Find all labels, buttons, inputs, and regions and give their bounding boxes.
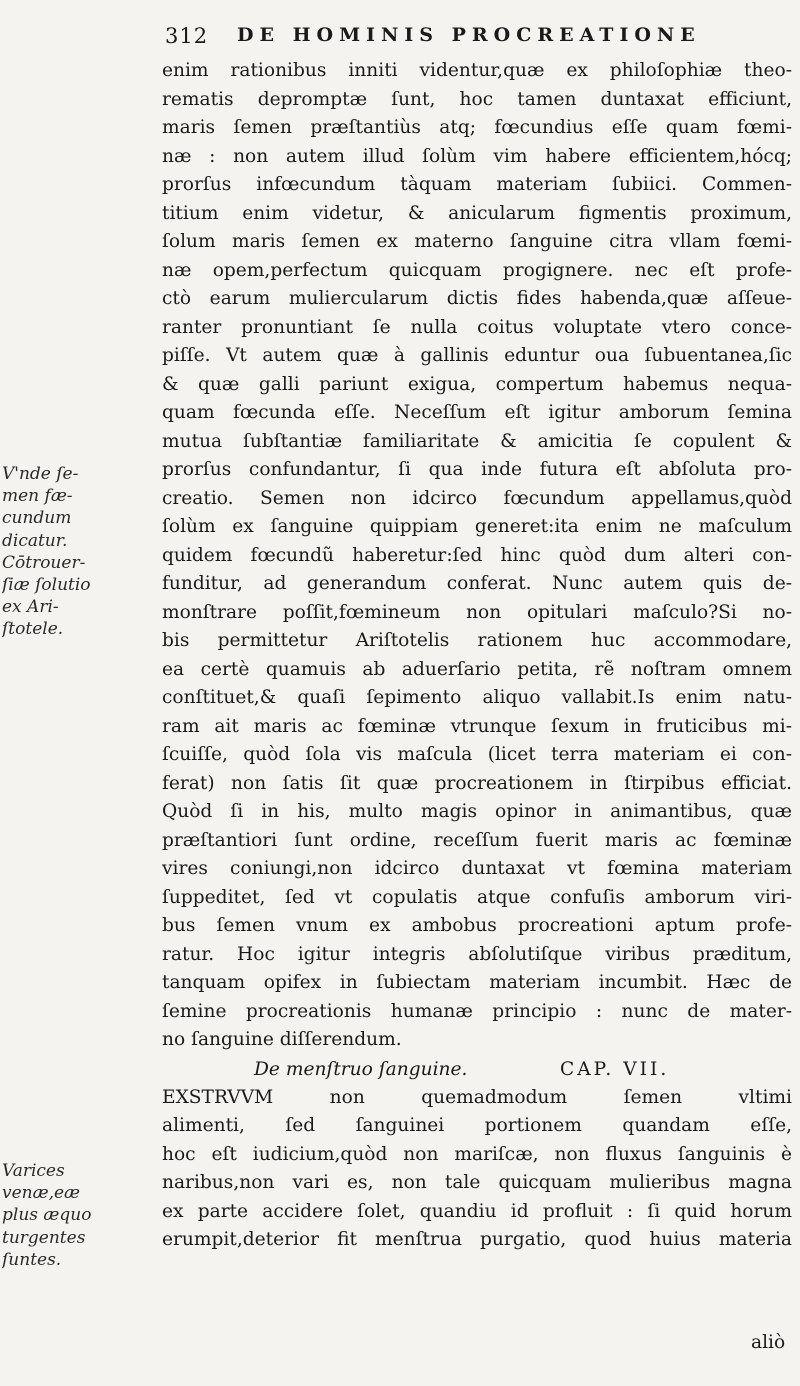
text-line: rematis depromptæ ſunt, hoc tamen duntaxat efficiunt, — [162, 88, 792, 110]
text-line: ſolum maris ſemen ex materno ſanguine citra vllam fœmi- — [162, 231, 792, 252]
chapter-subject: De menſtruo ſanguine. — [254, 1058, 468, 1080]
margin-note-line: ſiæ ſolutio — [2, 575, 91, 596]
text-line: ctò earum muliercularum dictis fides habenda,quæ aſſeue- — [162, 288, 792, 309]
text-line: creatio. Semen non idcirco fœcundum appellamus,quòd — [162, 487, 792, 509]
text-line: ranter pronuntiant ſe nulla coitus voluptate vtero conce- — [162, 316, 792, 338]
margin-note — [2, 463, 157, 641]
text-line: alimenti, ſed ſanguinei portionem quandam eſſe, — [162, 1115, 792, 1136]
text-line: ram ait maris ac fœminæ vtrunque ſexum in fruticibus mi- — [162, 715, 792, 737]
margin-note-line: ex Ari- — [2, 597, 59, 618]
catchword: aliò — [751, 1332, 786, 1353]
text-line: titium enim videtur, & anicularum figmentis proximum, — [162, 202, 792, 224]
text-line: ferat) non ſatis ſit quæ procreationem in ſtirpibus efficiat. — [162, 772, 792, 794]
chapter-number: CAP. VII. — [560, 1058, 670, 1080]
margin-note-line: V'nde ſe- — [2, 464, 79, 484]
text-line: bus ſemen vnum ex ambobus procreationi aptum profe- — [162, 915, 792, 936]
text-line: EXSTRVVM non quemadmodum ſemen vltimi — [162, 1086, 792, 1108]
text-line: præſtantiori ſunt ordine, receſſum fuerit maris ac fœminæ — [162, 829, 792, 851]
text-line: maris ſemen præſtantiùs atq; fœcundius eſſe quam fœmi- — [162, 117, 792, 138]
running-head — [0, 22, 800, 54]
text-line: no ſanguine diſſerendum. — [162, 1029, 402, 1050]
text-line: ſcuiſſe, quòd ſola vis maſcula (licet terra materiam ei con- — [162, 744, 792, 765]
text-line: ratur. Hoc igitur integris abſolutiſque viribus præditum, — [162, 943, 792, 965]
margin-note-line: dicatur. — [2, 530, 68, 551]
text-line: funditur, ad generandum conferat. Nunc autem quis de- — [162, 573, 792, 594]
margin-note-line: ſuntes. — [2, 1249, 62, 1270]
text-line: erumpit,deterior fit menſtrua purgatio, quod huius materia — [162, 1229, 792, 1250]
text-line: ex parte accidere ſolet, quandiu id profluit : ſi quid horum — [162, 1200, 792, 1222]
margin-note — [2, 1160, 157, 1271]
text-line: mutua ſubſtantiæ familiaritate & amicitia ſe copulent & — [162, 430, 792, 452]
text-line: ſemine procreationis humanæ principio : nunc de mater- — [162, 1000, 792, 1022]
text-line: prorſus infœcundum tàquam materiam ſubiici. Commen- — [162, 174, 792, 195]
margin-note-line: Cōtrouer- — [2, 552, 86, 573]
margin-note-line: Varices — [2, 1161, 65, 1181]
text-line: prorſus confundantur, ſi qua inde futura eſt abſoluta pro- — [162, 459, 792, 480]
text-line: næ : non autem illud ſolùm vim habere efficientem,hócq; — [162, 145, 792, 167]
margin-note-line: cundum — [2, 508, 72, 529]
text-line: piſſe. Vt autem quæ à gallinis eduntur oua ſubuentanea,ſic — [162, 345, 792, 366]
text-line: vires coniungi,non idcirco duntaxat vt fœmina materiam — [162, 858, 792, 879]
text-line: conſtituet,& quaſi ſepimento aliquo vallabit.Is enim natu- — [162, 687, 792, 708]
margin-note-line: turgentes — [2, 1227, 86, 1248]
text-line: næ opem,perfectum quicquam progignere. nec eſt profe- — [162, 259, 792, 281]
text-line: enim rationibus inniti videntur,quæ ex philoſophiæ theo- — [162, 60, 792, 81]
text-line: naribus,non vari es, non tale quicquam mulieribus magna — [162, 1172, 792, 1193]
text-line: ea certè quamuis ab aduerſario petita, rẽ noſtram omnem — [162, 658, 792, 680]
text-line: ſolùm ex ſanguine quippiam generet:ita enim ne maſculum — [162, 516, 792, 537]
page-number: 312 — [165, 24, 209, 48]
chapter-heading — [162, 1055, 792, 1084]
text-line: tanquam opifex in ſubiectam materiam incumbit. Hæc de — [162, 972, 792, 993]
text-line: bis permittetur Ariſtotelis rationem huc accommodare, — [162, 630, 792, 651]
text-line: monſtrare poſſit,fœmineum non opitulari maſculo?Si no- — [162, 601, 792, 623]
text-line: quam fœcunda eſſe. Neceſſum eſt igitur amborum ſemina — [162, 402, 792, 423]
text-line: & quæ galli pariunt exigua, compertum habemus nequa- — [162, 373, 792, 395]
text-line: hoc eſt iudicium,quòd non mariſcæ, non fluxus ſanguinis è — [162, 1143, 792, 1165]
margin-note-line: venæ,eæ — [2, 1183, 81, 1204]
running-title: DE HOMINIS PROCREATIONE — [237, 24, 701, 46]
margin-note-line: ſtotele. — [2, 619, 64, 640]
text-line: ſuppeditet, ſed vt copulatis atque confuſis amborum viri- — [162, 886, 792, 908]
text-line: quidem fœcundũ haberetur:ſed hinc quòd dum alteri con- — [162, 544, 792, 566]
margin-note-line: men fæ- — [2, 486, 73, 507]
margin-note-line: plus æquo — [2, 1205, 92, 1226]
body-text — [162, 57, 792, 1255]
text-line: Quòd ſi in his, multo magis opinor in animantibus, quæ — [162, 801, 792, 822]
